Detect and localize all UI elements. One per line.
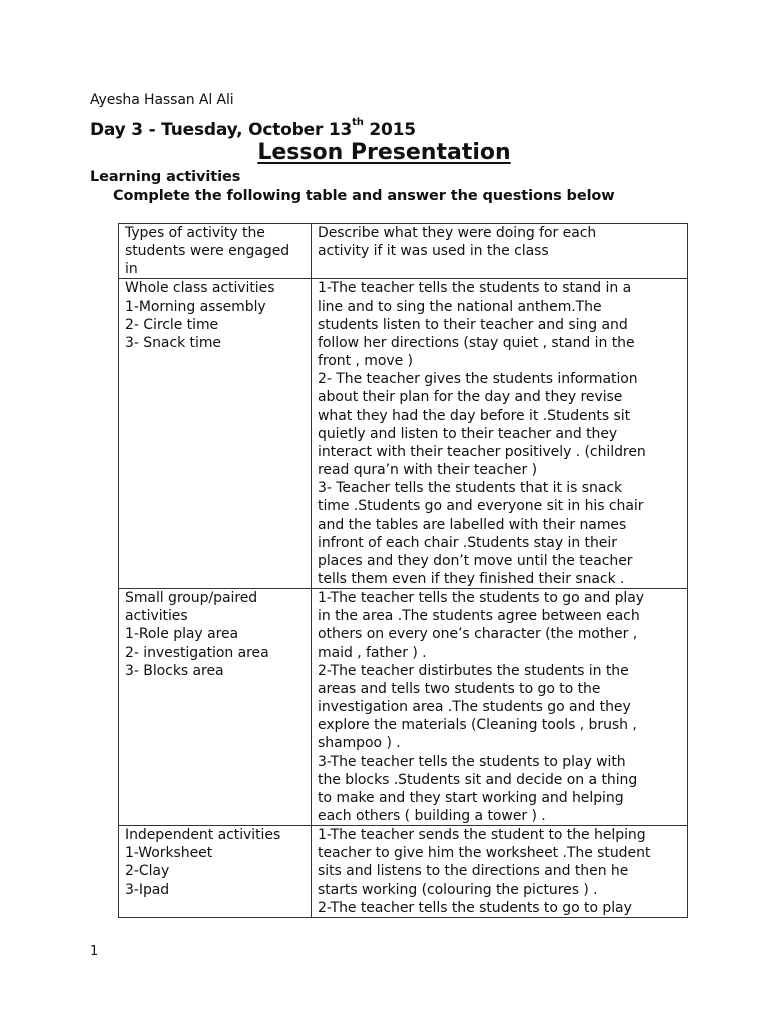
cell-text-line: quietly and listen to their teacher and they (318, 425, 618, 442)
cell-text-line: what they had the day before it .Students sit (318, 407, 631, 424)
section-heading: Learning activities (90, 169, 241, 185)
cell-text-line: 2-The teacher distirbutes the students in the (318, 662, 629, 679)
cell-text-line: 1-The teacher sends the student to the helping (318, 827, 646, 844)
day-heading-ordinal-suffix: th (352, 117, 364, 128)
cell-text-line: 1-Morning assembly (125, 298, 266, 315)
cell-text-line: 2-Clay (125, 863, 170, 880)
cell-text-line: activities (125, 608, 188, 625)
activity-type-cell (119, 279, 312, 589)
cell-text-line: shampoo ) . (318, 735, 401, 752)
cell-text-line: 1-Role play area (125, 626, 239, 643)
cell-text-line: 1-Worksheet (125, 845, 213, 862)
cell-text-line: activity if it was used in the class (318, 243, 549, 260)
cell-text-line: 3- Blocks area (125, 662, 224, 679)
cell-text-line: 1-The teacher tells the students to stand in a (318, 280, 632, 297)
cell-text-line: infront of each chair .Students stay in their (318, 534, 617, 551)
cell-text-line: 2- investigation area (125, 644, 269, 661)
cell-text-line: areas and tells two students to go to the (318, 680, 601, 697)
cell-text-line: 1-The teacher tells the students to go and play (318, 590, 645, 607)
cell-text-line: read qura’n with their teacher ) (318, 462, 538, 479)
cell-text-line: follow her directions (stay quiet , stand in the (318, 334, 635, 351)
cell-text-line: front , move ) (318, 353, 413, 370)
cell-text-line: students listen to their teacher and sing and (318, 316, 628, 333)
activity-description-cell (312, 279, 688, 589)
cell-text-line: 3- Teacher tells the students that it is snack (318, 480, 623, 497)
cell-text-line: tells them even if they finished their snack . (318, 570, 625, 587)
activity-description-cell (312, 224, 688, 279)
cell-text-line: the blocks .Students sit and decide on a thing (318, 771, 638, 788)
day-heading-year: 2015 (363, 120, 416, 140)
cell-text-line: teacher to give him the worksheet .The student (318, 845, 651, 862)
activity-type-cell (119, 224, 312, 279)
day-heading (90, 117, 416, 140)
instruction-text: Complete the following table and answer the questions below (113, 188, 615, 204)
cell-text-line: 2- Circle time (125, 316, 219, 333)
activities-table-body (119, 224, 688, 918)
cell-text-line: maid , father ) . (318, 644, 427, 661)
activity-type-cell (119, 589, 312, 826)
cell-text-line: Independent activities (125, 827, 281, 844)
cell-text-line: explore the materials (Cleaning tools , brush , (318, 717, 637, 734)
cell-text-line: each others ( building a tower ) . (318, 808, 546, 824)
cell-text-line: in (125, 261, 138, 278)
cell-text-line: 2-The teacher tells the students to go to play (318, 899, 632, 916)
cell-text-line: starts working (colouring the pictures ) . (318, 881, 598, 898)
cell-text-line: Types of activity the (125, 225, 265, 241)
activity-description-cell (312, 589, 688, 826)
activities-table (118, 223, 688, 918)
cell-text-line: others on every one’s character (the mother , (318, 626, 638, 643)
cell-text-line: Whole class activities (125, 280, 275, 297)
cell-text-line: Small group/paired (125, 590, 258, 607)
cell-text-line: places and they don’t move until the teacher (318, 552, 633, 569)
cell-text-line: investigation area .The students go and they (318, 699, 631, 716)
cell-text-line: students were engaged (125, 243, 290, 260)
page-title: Lesson Presentation (257, 140, 511, 165)
day-heading-date: Day 3 - Tuesday, October 13 (90, 120, 353, 140)
table-header-row (119, 224, 688, 279)
table-row (119, 279, 688, 589)
cell-text-line: time .Students go and everyone sit in his chair (318, 498, 644, 515)
cell-text-line: 3- Snack time (125, 334, 221, 351)
author-name: Ayesha Hassan Al Ali (90, 92, 234, 108)
cell-text-line: 2- The teacher gives the students information (318, 371, 638, 388)
cell-text-line: and the tables are labelled with their names (318, 516, 627, 533)
cell-text-line: sits and listens to the directions and then he (318, 863, 629, 880)
table-row (119, 826, 688, 918)
cell-text-line: interact with their teacher positively . (children (318, 443, 646, 460)
cell-text-line: line and to sing the national anthem.The (318, 298, 602, 315)
cell-text-line: about their plan for the day and they revise (318, 389, 623, 406)
cell-text-line: Describe what they were doing for each (318, 225, 597, 241)
activity-type-cell (119, 826, 312, 918)
cell-text-line: 3-The teacher tells the students to play with (318, 753, 626, 770)
activity-description-cell (312, 826, 688, 918)
cell-text-line: in the area .The students agree between each (318, 608, 640, 625)
cell-text-line: to make and they start working and helping (318, 789, 624, 806)
page-number: 1 (90, 944, 99, 959)
table-row (119, 589, 688, 826)
cell-text-line: 3-Ipad (125, 881, 170, 898)
